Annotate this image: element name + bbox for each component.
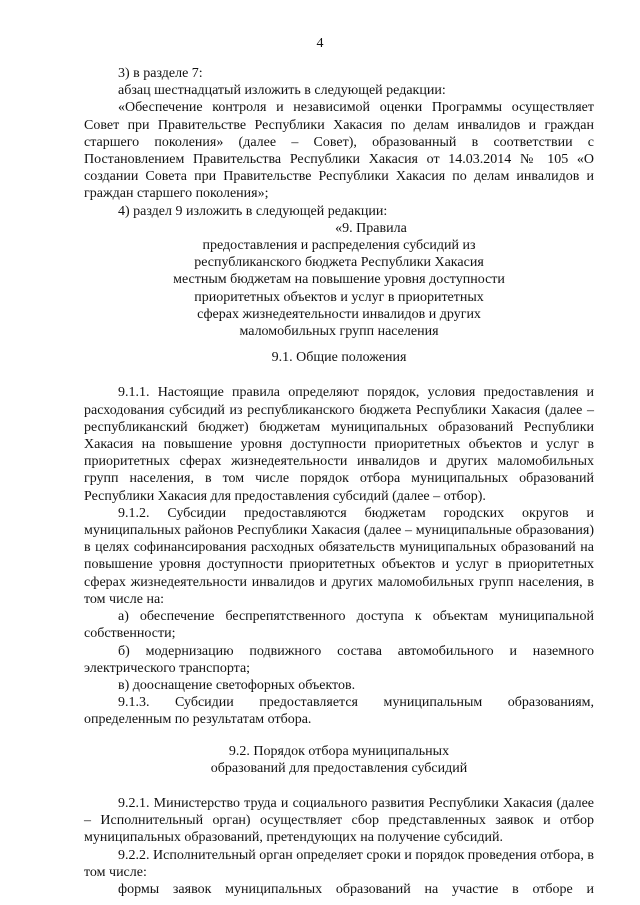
paragraph: 9.2.2. Исполнительный орган определяет сроки и порядок проведения отбора, в том числе: xyxy=(84,847,594,880)
subsection-title-line: образований для предоставления субсидий xyxy=(210,760,468,776)
list-item: в) дооснащение светофорных объектов. xyxy=(118,677,356,693)
paragraph: формы заявок муниципальных образований на участие в отборе и xyxy=(118,881,594,897)
section-title xyxy=(84,220,594,340)
paragraph: 9.1.3. Субсидии предоставляется муниципальным образованиям, определенным по результатам отбора. xyxy=(84,695,594,728)
section-title-line: сферах жизнедеятельности инвалидов и других xyxy=(197,306,481,322)
list-item: б) модернизацию подвижного состава автомобильного и наземного электрического транспорта; xyxy=(84,643,594,676)
section-title-line: предоставления и распределения субсидий из xyxy=(202,238,476,254)
subsection-title-line: 9.2. Порядок отбора муниципальных xyxy=(228,743,450,759)
paragraph: 3) в разделе 7: xyxy=(118,66,203,81)
section-title-line: приоритетных объектов и услуг в приоритетных xyxy=(194,289,484,305)
subsection-title: 9.1. Общие положения xyxy=(271,350,407,366)
page-number: 4 xyxy=(316,36,324,51)
paragraph: 4) раздел 9 изложить в следующей редакции: xyxy=(118,203,388,219)
paragraph: 9.1.1. Настоящие правила определяют порядок, условия предоставления и расходования субсидий из республиканского бюджета Республики Хакасия (далее – республиканский бюджет) бюджетам муниципальных образований Республики Хакасия на повышение уровня доступности приоритетных объектов и услуг в приоритетных сферах жизнедеятельности инвалидов и других маломобильных групп населения, в том числе порядок отбора муниципальных образований Республики Хакасия для предоставления субсидий (далее – отбор). xyxy=(84,385,594,504)
section-title-line: местным бюджетам на повышение уровня доступности xyxy=(173,272,505,288)
quoted-paragraph: «Обеспечение контроля и независимой оценки Программы осуществляет Совет при Правительстве Республики Хакасия по делам инвалидов и граждан старшего поколения» (далее – Совет), образованный в соответствии с Постановлением Правительства Республики Хакасия от 14.03.2014 № 105 «О создании Совета при Правительстве Республики Хакасия по делам инвалидов и граждан старшего поколения»; xyxy=(84,100,594,202)
paragraph: 9.1.2. Субсидии предоставляются бюджетам городских округов и муниципальных районов Республики Хакасия (далее – муниципальные образования) в целях софинансирования расходных обязательств муниципальных образований на повышение уровня доступности приоритетных объектов и услуг в приоритетных сферах жизнедеятельности инвалидов и других маломобильных групп населения, в том числе на: xyxy=(84,505,594,607)
section-title-line: республиканского бюджета Республики Хакасия xyxy=(194,255,484,271)
document-body xyxy=(84,65,594,898)
section-title-line: маломобильных групп населения xyxy=(239,324,439,340)
section-title-line: «9. Правила xyxy=(335,220,407,236)
list-item: а) обеспечение беспрепятственного доступа к объектам муниципальной собственности; xyxy=(84,609,594,642)
paragraph: 9.2.1. Министерство труда и социального развития Республики Хакасия (далее – Исполнительный орган) осуществляет сбор представленных заявок и отбор муниципальных образований, претендующих на получение субсидий. xyxy=(84,795,594,846)
paragraph: абзац шестнадцатый изложить в следующей редакции: xyxy=(118,83,446,99)
